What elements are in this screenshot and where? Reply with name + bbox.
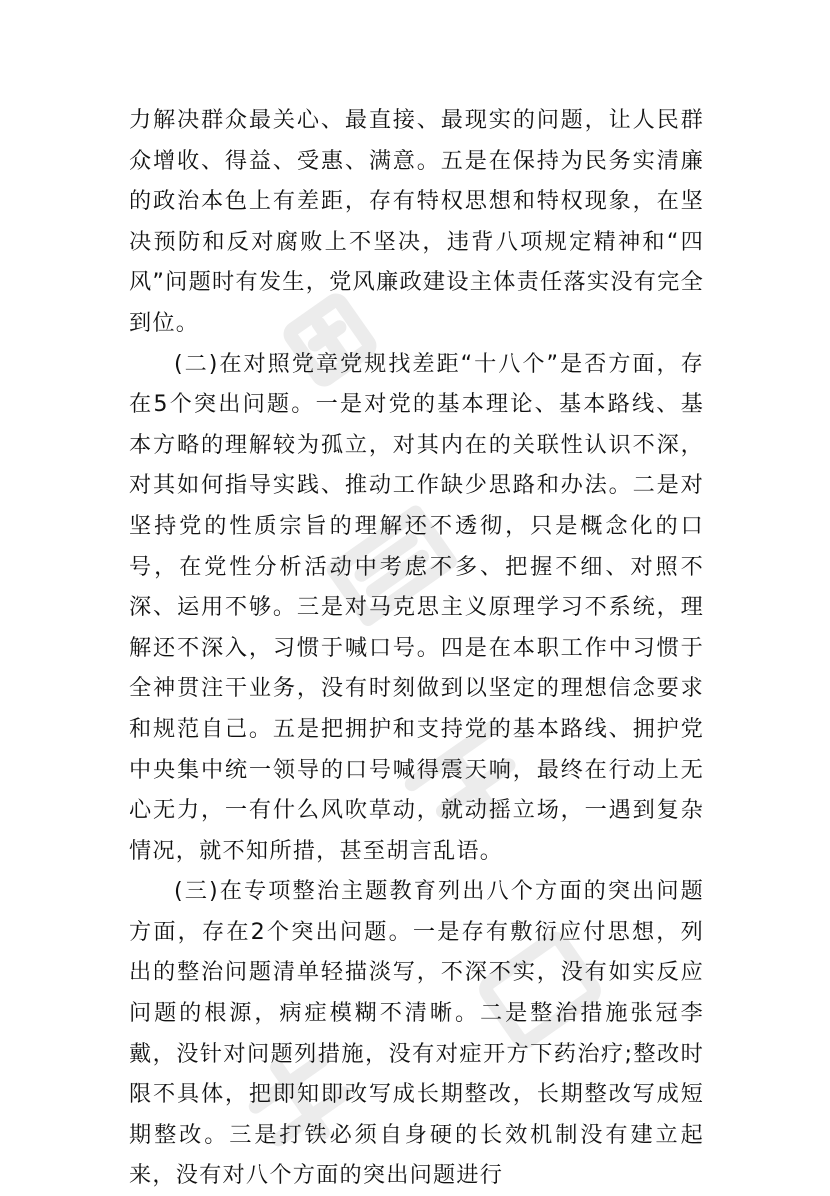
paragraph-section-two: (二)在对照党章党规找差距“十八个”是否方面，存在5个突出问题。一是对党的基本理论、基本路线、基本方略的理解较为孤立，对其内在的关联性认识不深，对其如何指导实践、推动工作缺少思路和办法。二是对坚持党的性质宗旨的理解还不透彻，只是概念化的口号，在党性分析活动中考虑不多、把握不细、对照不深、运用不够。三是对马克思主义原理学习不系统，理解还不深入，习惯于喊口号。四是在本职工作中习惯于全神贯注干业务，没有时刻做到以坚定的理想信念要求和规范自己。五是把拥护和支持党的基本路线、拥护党中央集中统一领导的口号喊得震天响，最终在行动上无心无力，一有什么风吹草动，就动摇立场，一遇到复杂情况，就不知所措，甚至胡言乱语。 (129, 350, 704, 864)
document-body (129, 100, 704, 1196)
paragraph-section-three: (三)在专项整治主题教育列出八个方面的突出问题方面，存在2个突出问题。一是存有敷衍应付思想，列出的整治问题清单轻描淡写，不深不实，没有如实反应问题的根源，病症模糊不清晰。二是整治措施张冠李戴，没针对问题列措施，没有对症开方下药治疗;整改时限不具体，把即知即改写成长期整改，长期整改写成短期整改。三是打铁必须自身硬的长效机制没有建立起来，没有对八个方面的突出问题进行 (129, 878, 704, 1189)
paragraph-continuation: 力解决群众最关心、最直接、最现实的问题，让人民群众增收、得益、受惠、满意。五是在保持为民务实清廉的政治本色上有差距，存有特权思想和特权现象，在坚决预防和反对腐败上不坚决，违背八项规定精神和“四风”问题时有发生，党风廉政建设主体责任落实没有完全到位。 (129, 107, 704, 336)
